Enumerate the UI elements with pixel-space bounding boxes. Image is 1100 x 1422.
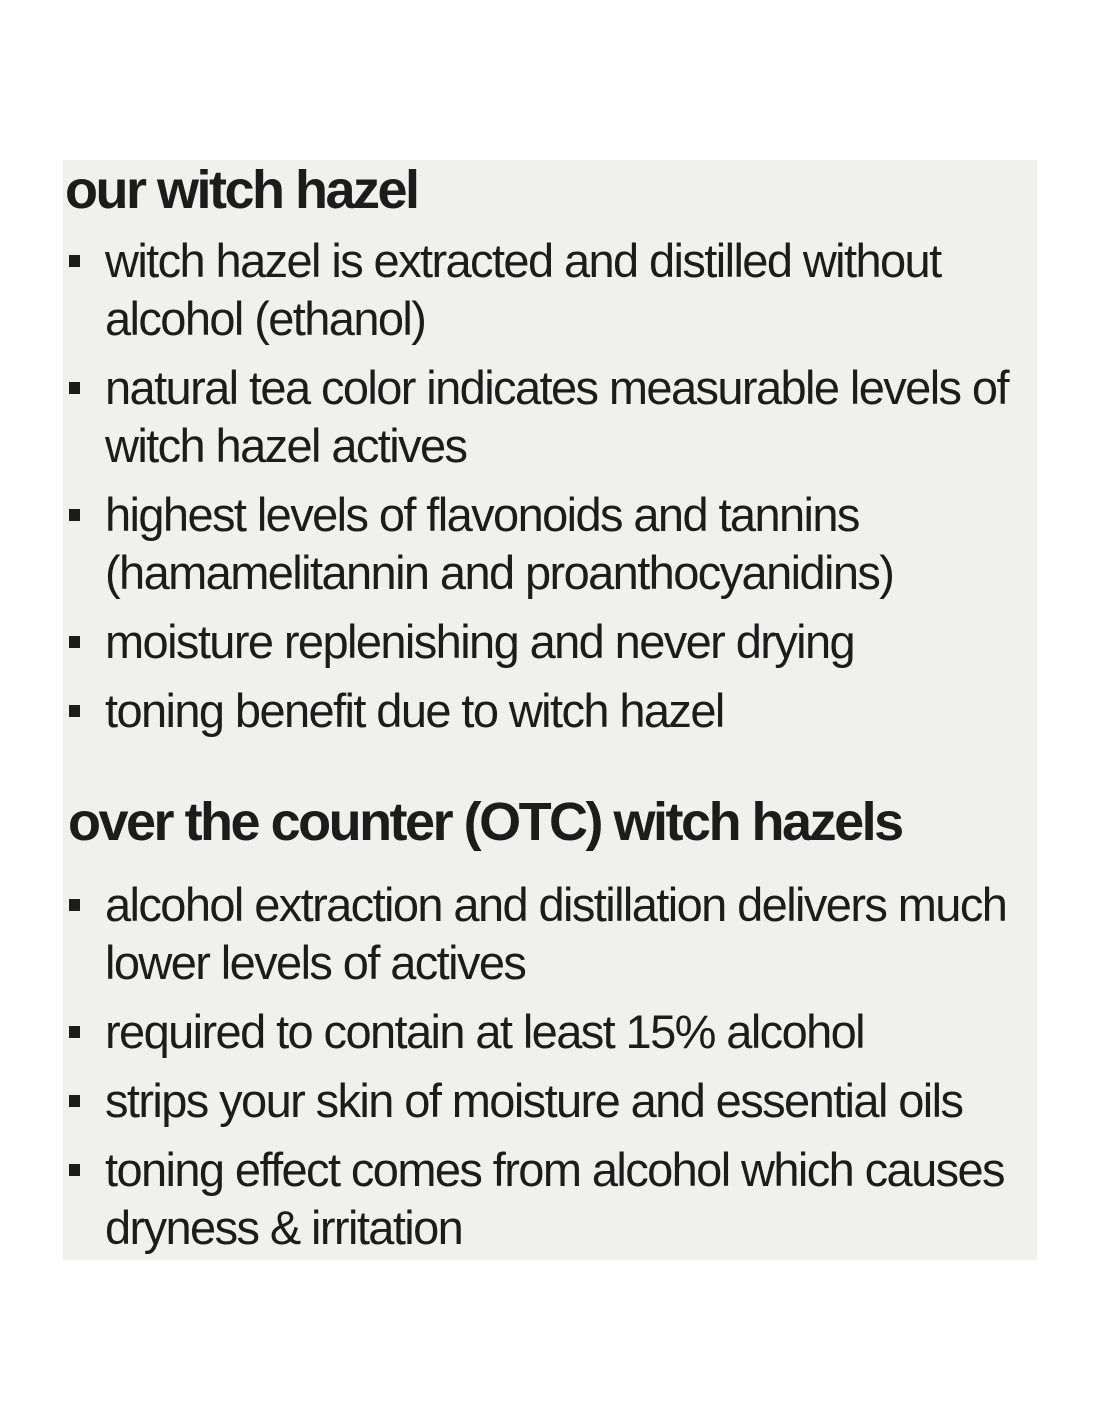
bullet-square-icon (69, 705, 80, 717)
bullet-square-icon (69, 1026, 80, 1038)
list-item-text: toning effect comes from alcohol which causes dryness & irritation (105, 1143, 1004, 1254)
section-heading: over the counter (OTC) witch hazels (68, 792, 902, 852)
drawback-list (63, 876, 1037, 1257)
list-item (63, 1072, 1037, 1130)
list-item-text: moisture replenishing and never drying (105, 615, 855, 668)
our-witch-hazel-section (63, 162, 1037, 751)
list-item (63, 682, 1037, 740)
bullet-square-icon (69, 899, 80, 911)
benefit-list (63, 232, 1037, 740)
comparison-panel (63, 160, 1037, 1260)
bullet-square-icon (69, 1164, 80, 1176)
bullet-square-icon (69, 509, 80, 521)
list-item-text: witch hazel is extracted and distilled without alcohol (ethanol) (105, 234, 941, 345)
list-item-text: highest levels of flavonoids and tannins (hamamelitannin and proanthocyanidins) (105, 488, 894, 599)
list-item (63, 359, 1037, 475)
bullet-square-icon (69, 382, 80, 394)
list-item (63, 232, 1037, 348)
section-heading: our witch hazel (65, 160, 418, 220)
list-item (63, 1003, 1037, 1061)
list-item (63, 613, 1037, 671)
list-item (63, 876, 1037, 992)
list-item (63, 1141, 1037, 1257)
list-item-text: required to contain at least 15% alcohol (105, 1005, 865, 1058)
list-item-text: natural tea color indicates measurable levels of witch hazel actives (105, 361, 1008, 472)
list-item (63, 486, 1037, 602)
list-item-text: toning benefit due to witch hazel (105, 684, 724, 737)
bullet-square-icon (69, 255, 80, 267)
list-item-text: strips your skin of moisture and essential oils (105, 1074, 963, 1127)
bullet-square-icon (69, 1095, 80, 1107)
list-item-text: alcohol extraction and distillation delivers much lower levels of actives (105, 878, 1007, 989)
otc-witch-hazels-section (63, 794, 1037, 1268)
bullet-square-icon (69, 636, 80, 648)
